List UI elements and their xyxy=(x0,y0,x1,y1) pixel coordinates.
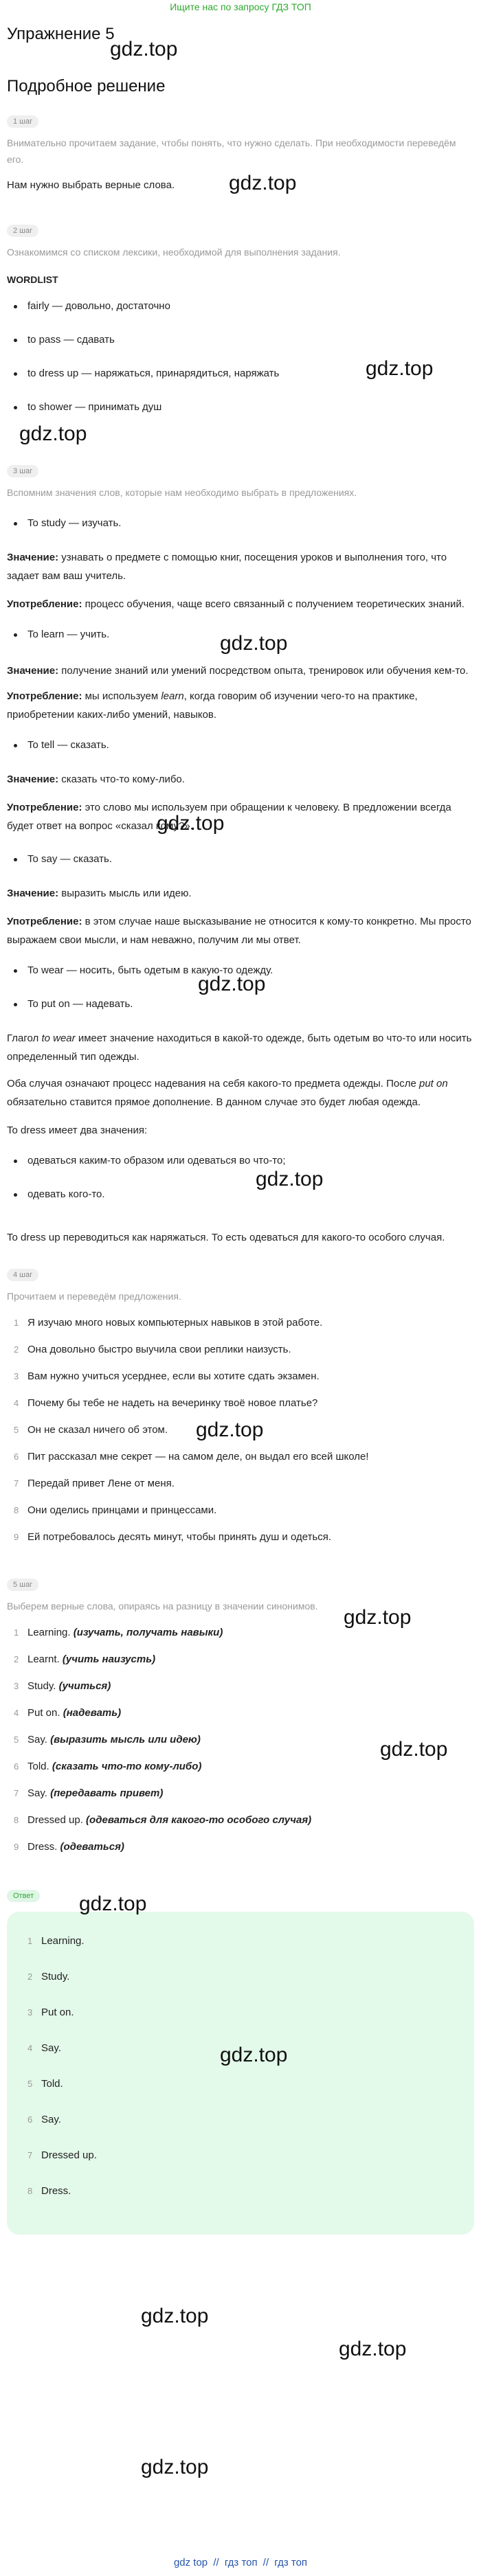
item-number: 7 xyxy=(14,1788,19,1798)
choice-explanation: (надевать) xyxy=(63,1707,122,1719)
answer-text: Told. xyxy=(41,2078,63,2090)
watermark: gdz.top xyxy=(380,1738,448,1761)
item-number: 6 xyxy=(14,1761,19,1772)
say-meaning: Значение: выразить мысль или идею. xyxy=(7,888,192,899)
answer-text: Say. xyxy=(41,2042,61,2054)
tell-item: To tell — сказать. xyxy=(7,736,474,754)
translation-text: Пит рассказал мне секрет — на самом деле, он выдал его всей школе! xyxy=(27,1451,369,1462)
footer-links xyxy=(0,2557,481,2568)
translation-item xyxy=(7,1502,474,1519)
item-number: 8 xyxy=(27,2186,33,2196)
choice-item xyxy=(7,1704,474,1722)
watermark: gdz.top xyxy=(220,2044,288,2066)
tell-usage: Употребление: это слово мы используем при обращении к человеку. В предложении всегда будет ответ на вопрос «сказал кому?». xyxy=(7,802,451,832)
dress-intro: To dress имеет два значения: xyxy=(7,1125,148,1136)
answer-text: Study. xyxy=(41,1971,70,1982)
step-2-intro: Ознакомимся со списком лексики, необходимой для выполнения задания. xyxy=(7,247,341,258)
answer-item xyxy=(21,2111,460,2129)
choice-word: Told. xyxy=(27,1761,49,1772)
item-number: 4 xyxy=(27,2043,33,2053)
translation-text: Передай привет Лене от меня. xyxy=(27,1478,175,1489)
step-5-badge: 5 шаг xyxy=(7,1579,38,1591)
glagol-paragraph: Глагол to wear имеет значение находиться в какой-то одежде, быть одетым во что-то или носить определенный тип одежды. xyxy=(7,1032,472,1063)
answer-text: Dressed up. xyxy=(41,2149,97,2161)
wordlist-item: to shower — принимать душ xyxy=(7,398,474,416)
translation-item xyxy=(7,1528,474,1546)
watermark: gdz.top xyxy=(196,1419,264,1441)
solution-title: Подробное решение xyxy=(7,77,166,95)
step-1-task: Нам нужно выбрать верные слова. xyxy=(7,179,175,191)
step-1-badge: 1 шаг xyxy=(7,115,38,128)
answer-item xyxy=(21,2004,460,2022)
watermark: gdz.top xyxy=(229,172,297,194)
footer-link[interactable]: gdz top xyxy=(173,2557,208,2568)
translation-text: Почему бы тебе не надеть на вечеринку твоё новое платье? xyxy=(27,1397,318,1409)
choice-explanation: (сказать что-то кому-либо) xyxy=(52,1761,202,1772)
choice-word: Learnt. xyxy=(27,1653,60,1665)
item-number: 1 xyxy=(14,1627,19,1638)
say-usage: Употребление: в этом случае наше высказывание не относится к кому-то конкретно. Мы просто выражаем свои мысли, и нам неважно, получим ли мы ответ. xyxy=(7,916,471,946)
translation-item xyxy=(7,1314,474,1332)
choice-item xyxy=(7,1651,474,1669)
step-4-badge: 4 шаг xyxy=(7,1269,38,1281)
watermark: gdz.top xyxy=(198,973,266,995)
choice-item xyxy=(7,1785,474,1803)
answer-text: Say. xyxy=(41,2114,61,2125)
item-number: 7 xyxy=(27,2150,33,2160)
answer-item xyxy=(21,1932,460,1950)
item-number: 7 xyxy=(14,1478,19,1489)
watermark: gdz.top xyxy=(344,1606,412,1629)
footer-link[interactable]: гдз топ xyxy=(274,2557,308,2568)
choice-explanation: (выразить мысль или идею) xyxy=(50,1734,201,1745)
watermark: gdz.top xyxy=(141,2305,209,2327)
both-cases-paragraph: Оба случая означают процесс надевания на себя какого-то предмета одежды. После put on обязательно ставится прямое дополнение. В данном случае это будет любая одежда. xyxy=(7,1078,448,1108)
answer-box xyxy=(7,1912,474,2235)
answer-item xyxy=(21,1968,460,1986)
step-2-badge: 2 шаг xyxy=(7,225,38,237)
translation-text: Они оделись принцами и принцессами. xyxy=(27,1504,217,1516)
translation-text: Она довольно быстро выучила свои реплики наизусть. xyxy=(27,1344,291,1355)
item-number: 5 xyxy=(14,1735,19,1745)
translation-item xyxy=(7,1475,474,1493)
item-number: 3 xyxy=(27,2007,33,2018)
item-number: 2 xyxy=(27,1971,33,1982)
tell-meaning: Значение: сказать что-то кому-либо. xyxy=(7,773,185,785)
watermark: gdz.top xyxy=(110,38,178,60)
translation-item xyxy=(7,1368,474,1386)
answer-badge: Ответ xyxy=(7,1890,40,1902)
item-number: 1 xyxy=(27,1936,33,1946)
step-4-intro: Прочитаем и переведём предложения. xyxy=(7,1291,181,1302)
watermark: gdz.top xyxy=(141,2456,209,2478)
wordlist-item: to pass — сдавать xyxy=(7,331,474,349)
choice-word: Say. xyxy=(27,1787,47,1799)
exercise-title: Упражнение 5 xyxy=(7,25,115,43)
item-number: 6 xyxy=(27,2114,33,2125)
step-1-intro: Внимательно прочитаем задание, чтобы понять, что нужно сделать. При необходимости переведём его. xyxy=(7,137,456,165)
study-item: To study — изучать. xyxy=(7,515,474,532)
choice-item xyxy=(7,1811,474,1829)
watermark: gdz.top xyxy=(157,812,225,835)
answer-text: Dress. xyxy=(41,2185,71,2197)
footer-separator: // xyxy=(262,2557,269,2568)
watermark: gdz.top xyxy=(256,1168,324,1190)
item-number: 3 xyxy=(14,1371,19,1381)
choice-explanation: (одеваться) xyxy=(60,1841,124,1853)
watermark: gdz.top xyxy=(220,632,288,655)
answer-item xyxy=(21,2075,460,2093)
translation-item xyxy=(7,1394,474,1412)
choice-word: Say. xyxy=(27,1734,47,1745)
study-meaning: Значение: узнавать о предмете с помощью книг, посещения уроков и выполнения того, что задает вам ваш учитель. xyxy=(7,552,447,582)
wear-item: To wear — носить, быть одетым в какую-то одежду. xyxy=(7,962,474,980)
watermark: gdz.top xyxy=(19,422,87,445)
translation-item xyxy=(7,1341,474,1359)
say-item: To say — сказать. xyxy=(7,850,474,868)
answer-text: Put on. xyxy=(41,2007,74,2018)
learn-meaning: Значение: получение знаний или умений посредством опыта, тренировок или обучения кем-то. xyxy=(7,665,469,677)
item-number: 5 xyxy=(27,2079,33,2089)
choice-explanation: (изучать, получать навыки) xyxy=(73,1627,223,1638)
dress-up-paragraph: To dress up переводиться как наряжаться. То есть одеваться для какого-то особого случая. xyxy=(7,1232,445,1243)
top-search-hint[interactable]: Ищите нас по запросу ГДЗ ТОП xyxy=(170,1,311,12)
watermark: gdz.top xyxy=(79,1893,147,1915)
answer-text: Learning. xyxy=(41,1935,85,1947)
choice-word: Learning. xyxy=(27,1627,71,1638)
translation-text: Он не сказал ничего об этом. xyxy=(27,1424,168,1436)
choice-word: Study. xyxy=(27,1680,56,1692)
put-on-item: To put on — надевать. xyxy=(7,995,474,1013)
wordlist-item: fairly — довольно, достаточно xyxy=(7,297,474,315)
item-number: 1 xyxy=(14,1318,19,1328)
watermark: gdz.top xyxy=(366,357,434,380)
choice-explanation: (учить наизусть) xyxy=(62,1653,156,1665)
item-number: 4 xyxy=(14,1708,19,1718)
item-number: 2 xyxy=(14,1654,19,1664)
item-number: 5 xyxy=(14,1425,19,1435)
wordlist-title: WORDLIST xyxy=(7,274,58,285)
choice-item xyxy=(7,1677,474,1695)
wordlist-item: to dress up — наряжаться, принарядиться, наряжать xyxy=(7,365,474,383)
item-number: 4 xyxy=(14,1398,19,1408)
study-usage: Употребление: процесс обучения, чаще всего связанный с получением теоретических знаний. xyxy=(7,598,465,610)
item-number: 8 xyxy=(14,1815,19,1825)
translation-item xyxy=(7,1448,474,1466)
step-3-badge: 3 шаг xyxy=(7,465,38,477)
step-5-intro: Выберем верные слова, опираясь на разницу в значении синонимов. xyxy=(7,1601,318,1612)
item-number: 6 xyxy=(14,1451,19,1462)
choice-explanation: (одеваться для какого-то особого случая) xyxy=(86,1814,312,1826)
item-number: 2 xyxy=(14,1344,19,1355)
answer-item xyxy=(21,2147,460,2165)
learn-item: To learn — учить. xyxy=(7,626,474,644)
choice-word: Dressed up. xyxy=(27,1814,83,1826)
translation-text: Я изучаю много новых компьютерных навыков в этой работе. xyxy=(27,1317,323,1329)
choice-explanation: (передавать привет) xyxy=(50,1787,164,1799)
footer-link[interactable]: гдз топ xyxy=(224,2557,258,2568)
step-3-intro: Вспомним значения слов, которые нам необходимо выбрать в предложениях. xyxy=(7,487,357,498)
choice-item xyxy=(7,1838,474,1856)
answer-item xyxy=(21,2182,460,2200)
translation-text: Вам нужно учиться усерднее, если вы хотите сдать экзамен. xyxy=(27,1370,320,1382)
choice-word: Put on. xyxy=(27,1707,60,1719)
item-number: 9 xyxy=(14,1842,19,1852)
footer-separator: // xyxy=(213,2557,219,2568)
learn-usage: Употребление: мы используем learn, когда говорим об изучении чего-то на практике, приобретении каких-либо умений, навыков. xyxy=(7,690,418,721)
translation-text: Ей потребовалось десять минут, чтобы принять душ и одеться. xyxy=(27,1531,332,1543)
item-number: 3 xyxy=(14,1681,19,1691)
watermark: gdz.top xyxy=(339,2338,407,2360)
choice-word: Dress. xyxy=(27,1841,58,1853)
dress-meaning-item: одевать кого-то. xyxy=(7,1186,474,1204)
choice-explanation: (учиться) xyxy=(58,1680,111,1692)
dress-meaning-item: одеваться каким-то образом или одеваться во что-то; xyxy=(7,1152,474,1170)
item-number: 8 xyxy=(14,1505,19,1515)
item-number: 9 xyxy=(14,1532,19,1542)
